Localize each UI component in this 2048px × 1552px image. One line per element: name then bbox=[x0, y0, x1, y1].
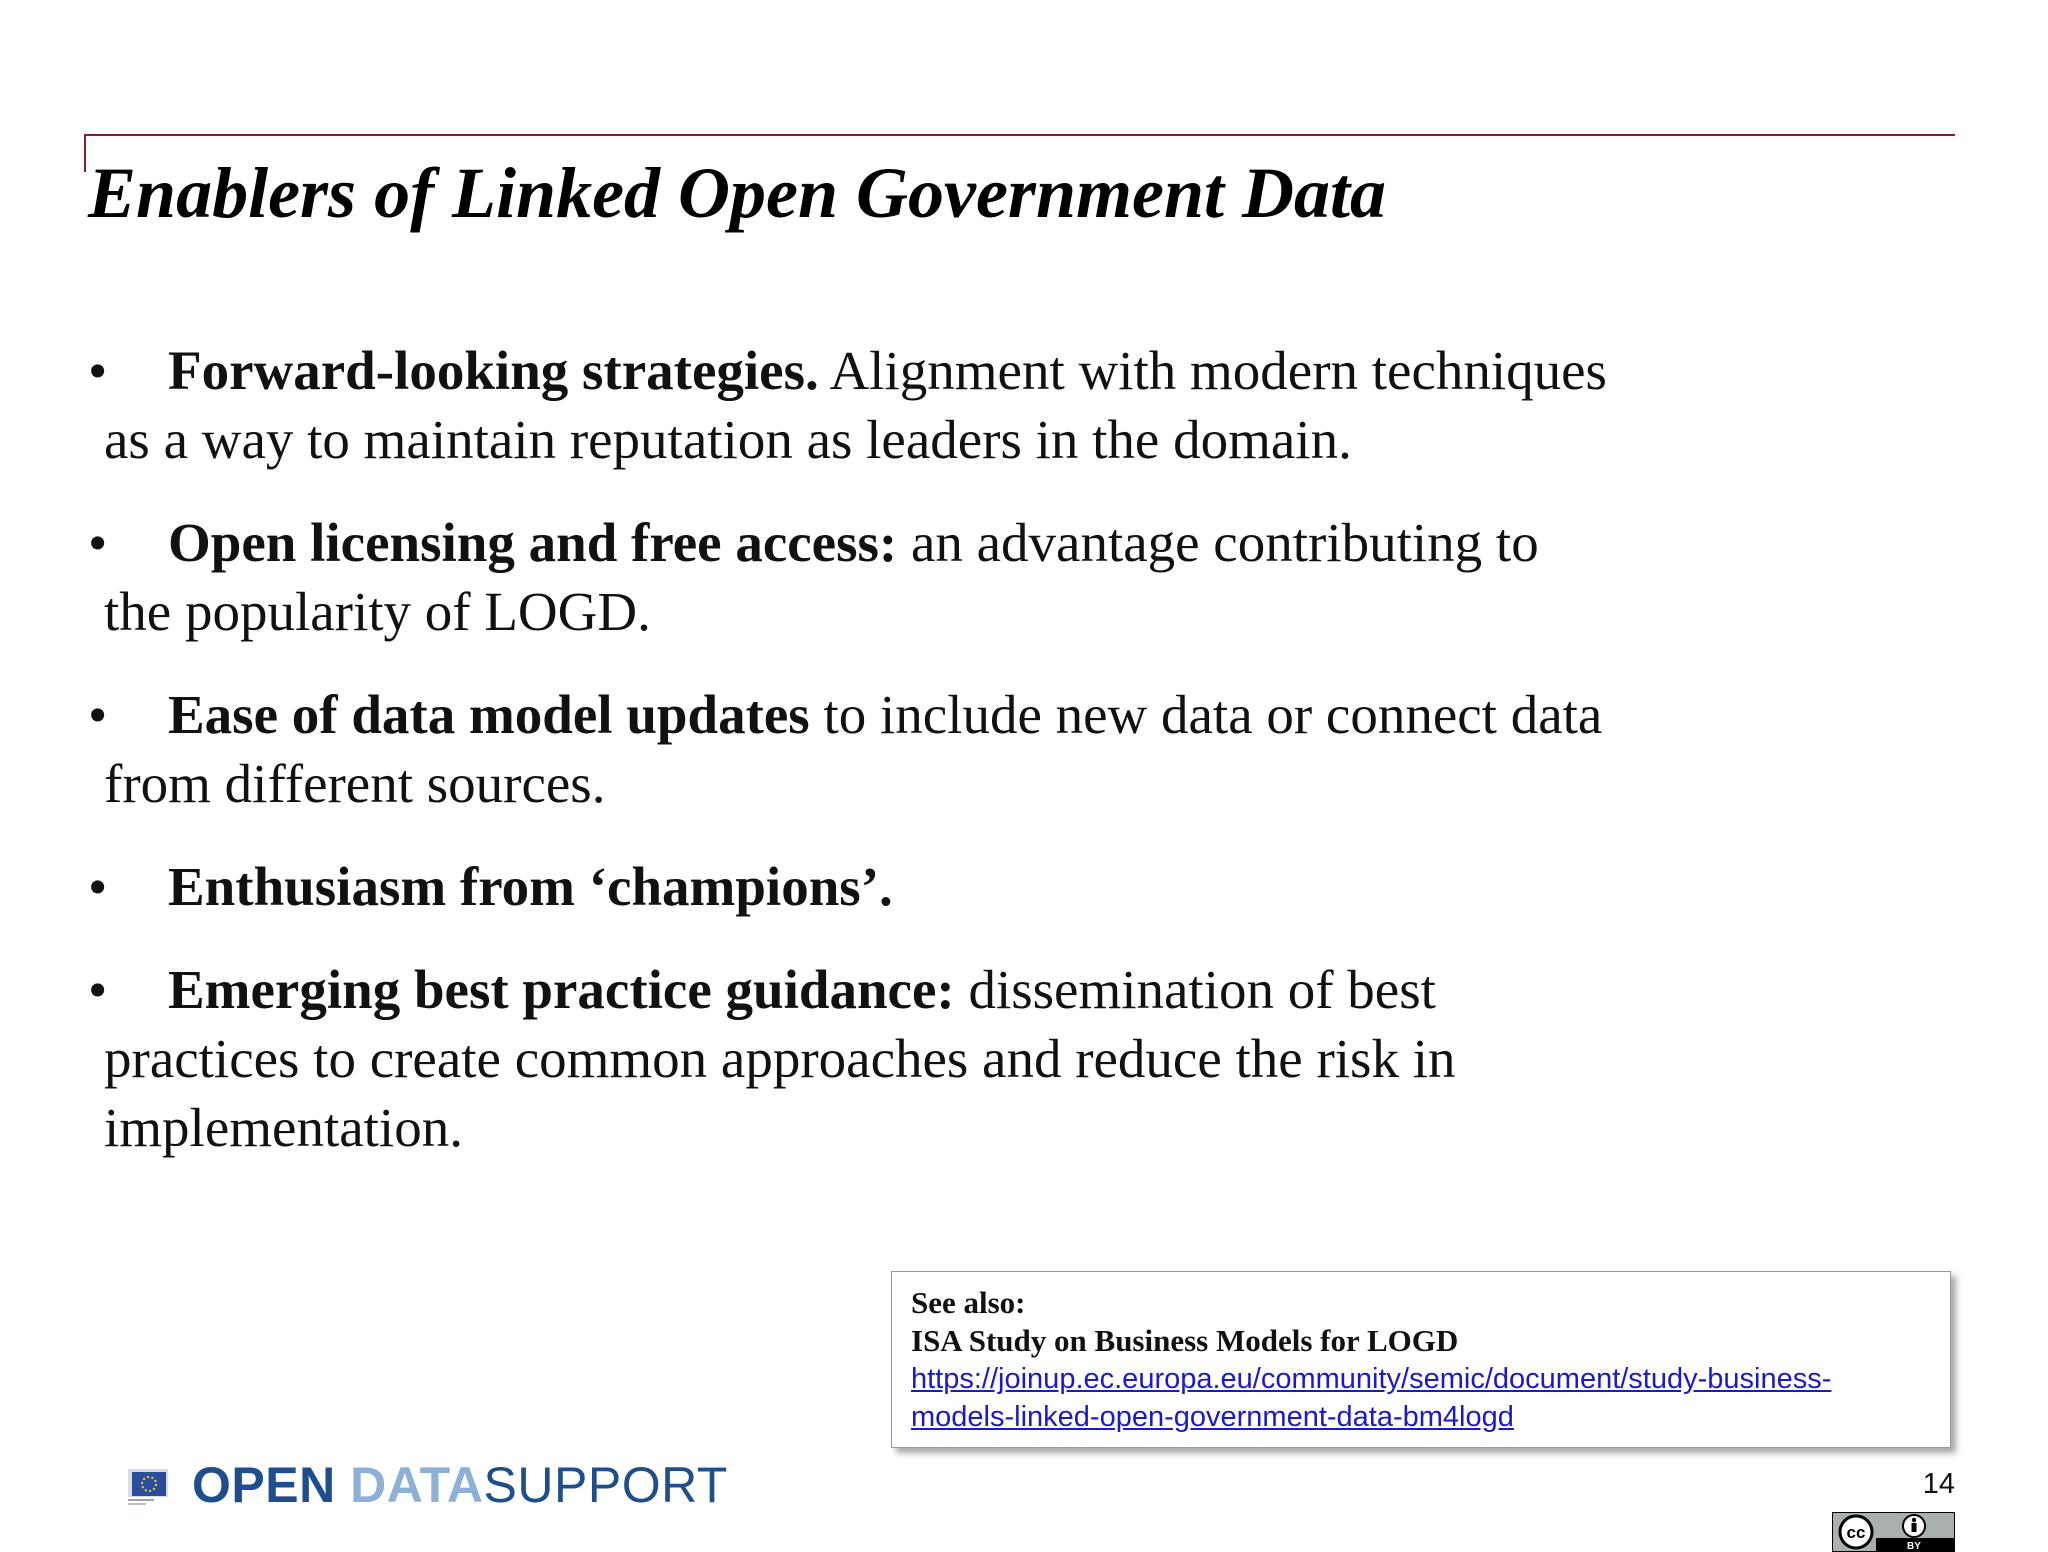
logo-wordmark bbox=[192, 1455, 728, 1515]
bullet-text-continued: from different sources. bbox=[104, 753, 606, 814]
open-data-support-logo bbox=[122, 1455, 728, 1515]
bullet-first-line bbox=[104, 336, 1607, 405]
bullet-item-open-licensing bbox=[88, 508, 1948, 646]
bullet-heading: Emerging best practice guidance: bbox=[168, 959, 955, 1020]
bullet-marker: • bbox=[88, 512, 108, 573]
bullet-text-continued: practices to create common approaches and reduce the risk in bbox=[104, 1028, 1456, 1089]
see-also-study-title: ISA Study on Business Models for LOGD bbox=[911, 1323, 1459, 1358]
bullet-first-line bbox=[104, 680, 1602, 749]
bullet-text: dissemination of best bbox=[954, 959, 1436, 1020]
bullet-marker: • bbox=[88, 340, 108, 401]
page-number: 14 bbox=[1922, 1468, 1955, 1500]
bullet-item-enthusiasm bbox=[88, 852, 1948, 921]
bullet-first-line bbox=[104, 508, 1539, 577]
slide-title: Enablers of Linked Open Government Data bbox=[88, 153, 1387, 233]
bullet-heading: Ease of data model updates bbox=[168, 684, 810, 745]
bullet-heading: Forward-looking strategies. bbox=[168, 340, 819, 401]
bullet-text-continued: implementation. bbox=[104, 1097, 463, 1158]
see-also-box bbox=[891, 1271, 1951, 1448]
title-rule-tick bbox=[84, 134, 86, 172]
study-link-line-2: models-linked-open-government-data-bm4logd bbox=[911, 1401, 1514, 1433]
study-link-line-1: https://joinup.ec.europa.eu/community/semic/document/study-business- bbox=[911, 1363, 1832, 1395]
logo-word-support: SUPPORT bbox=[483, 1457, 728, 1513]
creative-commons-by-icon bbox=[1832, 1512, 1955, 1552]
cc-label: cc bbox=[1846, 1523, 1866, 1542]
bullet-text: Alignment with modern techniques bbox=[818, 340, 1607, 401]
title-rule bbox=[84, 134, 1955, 136]
logo-word-open: OPEN bbox=[192, 1457, 351, 1513]
logo-word-data: DATA bbox=[350, 1457, 484, 1513]
bullet-marker: • bbox=[88, 959, 108, 1020]
bullet-first-line bbox=[104, 852, 893, 921]
bullet-list bbox=[88, 336, 1948, 1196]
bullet-item-forward-looking bbox=[88, 336, 1948, 474]
bullet-item-best-practice bbox=[88, 955, 1948, 1162]
bullet-heading: Enthusiasm from ‘champions’. bbox=[168, 856, 893, 917]
bullet-text: an advantage contributing to bbox=[897, 512, 1539, 573]
by-label: BY bbox=[1907, 1541, 1921, 1552]
see-also-heading: See also: bbox=[911, 1285, 1026, 1320]
eu-flag-icon bbox=[122, 1463, 180, 1507]
bullet-marker: • bbox=[88, 684, 108, 745]
bullet-marker: • bbox=[88, 856, 108, 917]
bullet-text-continued: as a way to maintain reputation as leaders in the domain. bbox=[104, 409, 1352, 470]
bullet-text-continued: the popularity of LOGD. bbox=[104, 581, 651, 642]
bullet-heading: Open licensing and free access: bbox=[168, 512, 898, 573]
bullet-item-data-model-updates bbox=[88, 680, 1948, 818]
study-link[interactable] bbox=[911, 1360, 1932, 1436]
bullet-first-line bbox=[104, 955, 1436, 1024]
bullet-text: to include new data or connect data bbox=[809, 684, 1603, 745]
